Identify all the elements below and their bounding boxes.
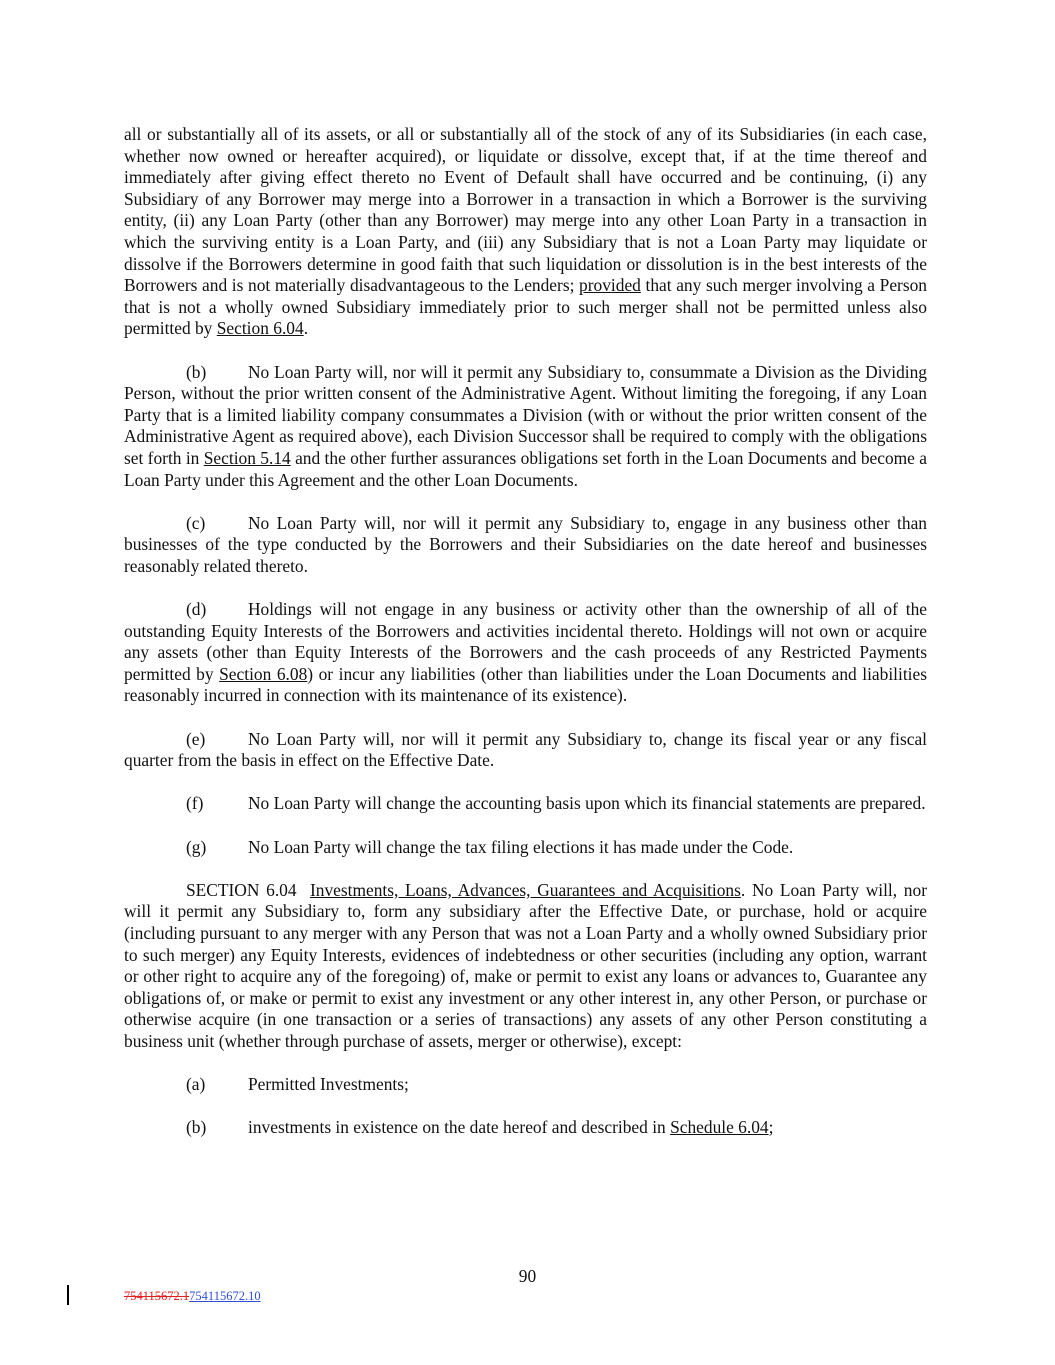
paragraph-text: No Loan Party will, nor will it permit any Subsidiary to, engage in any business other than businesses of the type conducted by the Borrowers and their Subsidiaries on the date hereof and businesses reasonably related thereto. [124,512,927,576]
paragraph-f [124,793,927,815]
item-text: investments in existence on the date hereof and described in [248,1117,671,1138]
inserted-document-id: 754115672.10 [189,1289,261,1303]
paragraph-c [124,513,927,578]
list-item-b [124,1117,927,1139]
section-reference-link[interactable]: Section 6.08 [219,663,308,684]
paragraph-text: all or substantially all of its assets, or all or substantially all of the stock of any of its Subsidiaries (in each case, whether now owned or hereafter acquired), or liquidate or dissolve, except that, if at the time thereof and immediately after giving effect thereto no Event of Default shall have occurred and be continuing, (i) any Subsidiary of any Borrower may merge into a Borrower in a transaction in which a Borrower is the surviving entity, (ii) any Loan Party (other than any Borrower) may merge into any other Loan Party in a transaction in which the surviving entity is a Loan Party, and (iii) any Subsidiary that is not a Loan Party may liquidate or dissolve if the Borrowers determine in good faith that such liquidation or dissolution is in the best interests of the Borrowers and is not materially disadvantageous to the Lenders; [124,124,927,296]
item-text: ; [768,1117,774,1138]
deleted-document-id: 754115672.1 [124,1289,190,1303]
paragraph-label: (c) [186,512,206,533]
paragraph-text: No Loan Party will, nor will it permit any Subsidiary to, consummate a Division as the Dividing Person, without the prior written consent of the Administrative Agent. Without limiting the foregoing, if any Loan Party that is a limited liability company consummates a Division (with or without the prior written consent of the Administrative Agent as required above), each Division Successor shall be required to comply with the obligations set forth in [124,361,927,468]
paragraph-label: (f) [186,793,204,814]
paragraph-text: No Loan Party will change the tax filing elections it has made under the Code. [248,836,794,857]
paragraph-g [124,837,927,859]
item-label: (a) [186,1074,206,1095]
paragraph-label: (b) [186,361,207,382]
section-number: SECTION 6.04 [186,879,297,900]
item-text: Permitted Investments; [248,1074,409,1095]
paragraph-text: Holdings will not engage in any business or activity other than the ownership of all of the outstanding Equity Interests of the Borrowers and activities incidental thereto. Holdings will not own or acquire any assets (other than Equity Interests of the Borrowers and the cash proceeds of any Restricted Payments permitted by [124,599,927,684]
paragraph-text: and the other further assurances obligations set forth in the Loan Documents and become a Loan Party under this Agreement and the other Loan Documents. [124,447,927,490]
provided-term: provided [579,275,641,296]
section-body-text: No Loan Party will, nor will it permit any Subsidiary to, form any subsidiary after the Effective Date, or purchase, hold or acquire (including pursuant to any merger with any Person that was not a Loan Party and a wholly owned Subsidiary prior to such merger) any Equity Interests, evidences of indebtedness or other securities (including any option, warrant or other right to acquire any of the foregoing) of, make or permit to exist any loans or advances to, Guarantee any obligations of, or make or permit to exist any investment or any other interest in, any other Person, or purchase or otherwise acquire (in one transaction or a series of transactions) any assets of any other Person constituting a business unit (whether through purchase of assets, merger or otherwise), except: [124,879,927,1051]
document-id [124,1289,261,1304]
schedule-reference-link[interactable]: Schedule 6.04 [670,1117,769,1138]
paragraph-text: No Loan Party will change the accounting basis upon which its financial statements are prepared. [248,793,926,814]
page-number: 90 [518,1266,537,1286]
paragraph-e [124,729,927,772]
paragraph-label: (d) [186,599,207,620]
section-reference-link[interactable]: Section 6.04 [216,318,304,339]
paragraph-continuation [124,124,927,340]
paragraph-label: (e) [186,728,206,749]
item-label: (b) [186,1117,207,1138]
document-body [124,124,927,1161]
section-6-04 [124,880,927,1053]
section-heading: Investments, Loans, Advances, Guarantees and Acquisitions [309,879,741,900]
paragraph-b [124,362,927,492]
paragraph-text: ) or incur any liabilities (other than liabilities under the Loan Documents and liabilities reasonably incurred in connection with its maintenance of its existence). [124,663,927,706]
revision-change-bar [67,1285,69,1305]
paragraph-text: No Loan Party will, nor will it permit any Subsidiary to, change its fiscal year or any fiscal quarter from the basis in effect on the Effective Date. [124,728,927,771]
list-item-a [124,1074,927,1096]
paragraph-text: that any such merger involving a Person that is not a wholly owned Subsidiary immediately prior to such merger shall not be permitted unless also permitted by [124,275,927,339]
paragraph-text: . [303,318,309,339]
paragraph-d [124,599,927,707]
section-heading-period: . [740,879,746,900]
section-reference-link[interactable]: Section 5.14 [203,447,291,468]
paragraph-label: (g) [186,836,207,857]
